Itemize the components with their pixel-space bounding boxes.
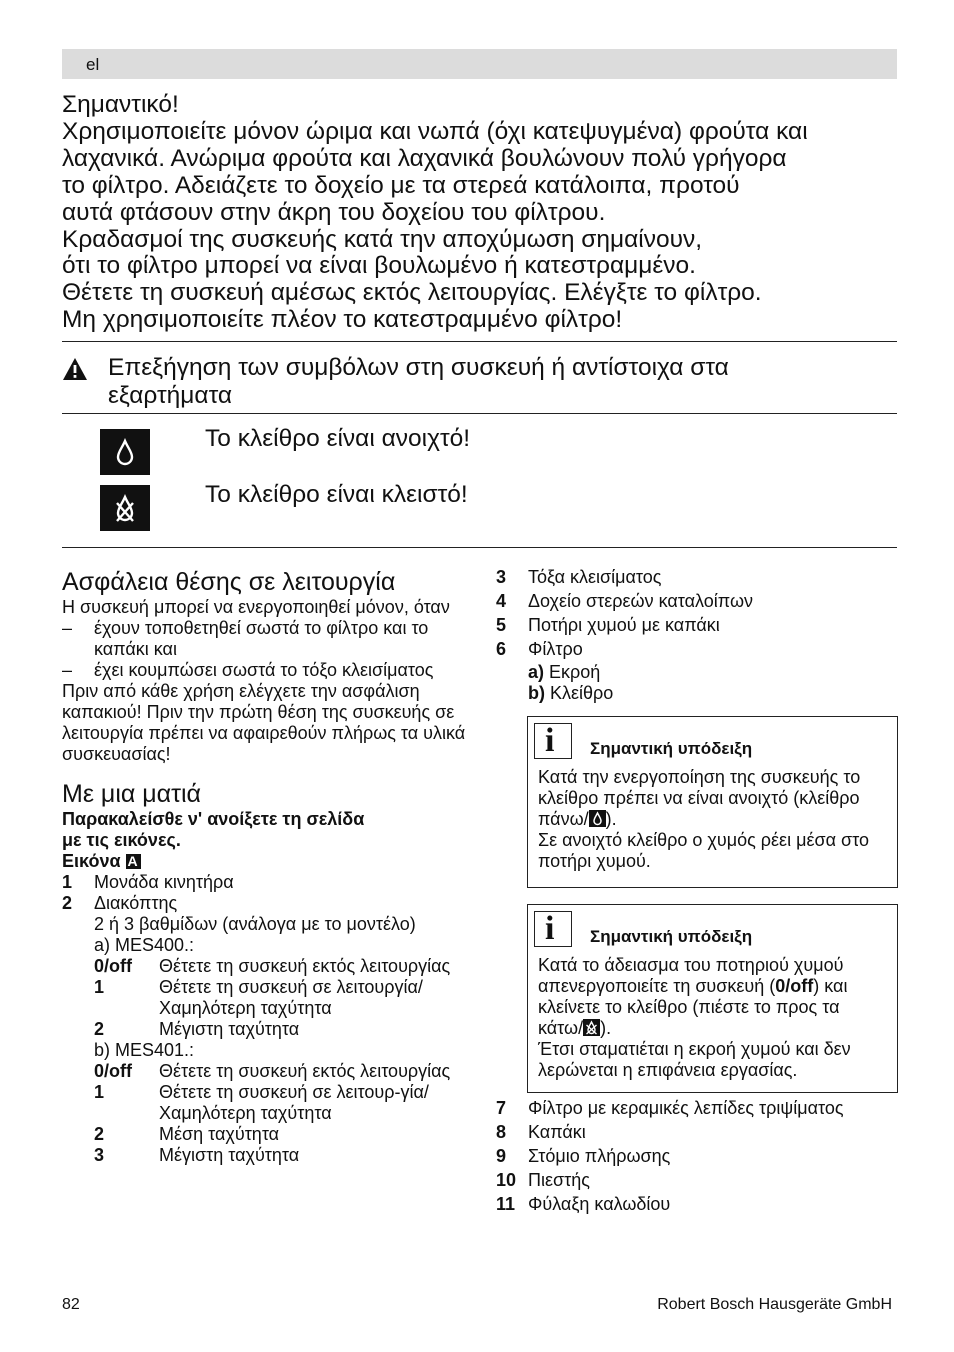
list-item	[62, 618, 472, 660]
drop-icon	[114, 438, 136, 466]
language-bar	[62, 49, 897, 79]
setting-value: Μέγιστη ταχύτητα	[159, 1145, 300, 1165]
list-item	[62, 872, 472, 893]
setting-row	[94, 1124, 472, 1145]
setting-row	[94, 956, 472, 977]
item-text: Φύλαξη καλωδίου	[528, 1194, 671, 1214]
setting-row	[94, 1019, 472, 1040]
setting-row	[94, 1082, 472, 1124]
item-number: 10	[496, 1170, 517, 1190]
setting-key: 2	[94, 1124, 105, 1144]
note-body	[528, 949, 897, 1087]
safety-intro: Η συσκευή μπορεί να ενεργοποιηθεί μόνον, όταν	[62, 597, 450, 617]
figure-letter: A	[127, 853, 138, 869]
list-item	[496, 567, 906, 588]
page-number: 82	[62, 1296, 80, 1313]
warning-line: Θέτετε τη συσκευή αμέσως εκτός λειτουργίας. Ελέγξτε το φίλτρο.	[62, 279, 762, 307]
setting-key: 1	[94, 977, 105, 997]
right-column-top	[496, 567, 906, 704]
item-text: Μονάδα κινητήρα	[94, 872, 234, 892]
setting-value: Θέτετε τη συσκευή εκτός λειτουργίας	[159, 956, 451, 976]
list-item	[496, 591, 906, 612]
note-text	[538, 767, 887, 830]
info-icon: i	[534, 911, 572, 947]
item-text: Ποτήρι χυμού με καπάκι	[528, 615, 720, 635]
item-number: 3	[496, 567, 507, 587]
warning-line: Κραδασμοί της συσκευής κατά την αποχύμωση σημαίνουν,	[62, 225, 703, 253]
setting-row	[94, 1145, 472, 1166]
switch-desc: 2 ή 3 βαθμίδων (ανάλογα με το μοντέλο)	[94, 914, 416, 934]
sub-item	[528, 683, 906, 704]
setting-value: Θέτετε τη συσκευή εκτός λειτουργίας	[159, 1061, 451, 1081]
note-title: Σημαντική υπόδειξη	[590, 927, 753, 946]
warning-block	[62, 92, 902, 334]
item-number: 8	[496, 1122, 507, 1142]
setting-value: Θέτετε τη συσκευή σε λειτουρ-γία/Χαμηλότερη ταχύτητα	[159, 1082, 429, 1123]
safety-after: Πριν από κάθε χρήση ελέγχετε την ασφάλιση καπακιού! Πριν την πρώτη θέση της συσκευής σε λειτουργία πρέπει να αφαιρεθούν πλήρως τα υλικά συσκευασίας!	[62, 681, 466, 764]
figure-ref	[62, 851, 472, 872]
sub-text: Κλείθρο	[550, 683, 614, 703]
warning-line: ότι το φίλτρο μπορεί να είναι βουλωμένο ή κατεστραμμένο.	[62, 252, 696, 280]
sub-item	[528, 662, 906, 683]
item-text: Φίλτρο με κεραμικές λεπίδες τριψίματος	[528, 1098, 844, 1118]
dash: –	[62, 660, 73, 680]
sub-text: Εκροή	[549, 662, 601, 682]
list-item	[496, 1194, 906, 1215]
sub-key: b)	[528, 683, 545, 703]
safety-title: Ασφάλεια θέσης σε λειτουργία	[62, 568, 396, 596]
bullet-text: έχουν τοποθετηθεί σωστά το φίλτρο και το καπάκι και	[94, 618, 429, 659]
glance-note: Παρακαλείσθε ν' ανοίξετε τη σελίδα	[62, 809, 365, 829]
note-body	[528, 761, 897, 878]
glance-note: με τις εικόνες.	[62, 830, 181, 850]
list-item	[496, 1122, 906, 1143]
note-header	[528, 905, 897, 949]
warning-line: λαχανικά. Ανώριμα φρούτα και λαχανικά βουλώνουν πολύ γρήγορα	[62, 144, 787, 172]
setting-key: 1	[94, 1082, 105, 1102]
dash: –	[62, 618, 73, 638]
setting-row	[94, 1061, 472, 1082]
item-text: Τόξα κλεισίματος	[528, 567, 662, 587]
company-name: Robert Bosch Hausgeräte GmbH	[657, 1296, 892, 1313]
note-text-part: ) και κλείνετε το κλείθρο (πιέστε το προς τα κάτω/	[538, 976, 848, 1038]
item-number: 5	[496, 615, 507, 635]
model-a: a) MES400.:	[94, 935, 195, 955]
setting-key: 2	[94, 1019, 105, 1039]
setting-value: Θέτετε τη συσκευή σε λειτουργία/Χαμηλότερη ταχύτητα	[159, 977, 423, 1018]
lock-open-text: Το κλείθρο είναι ανοιχτό!	[205, 425, 471, 452]
item-number: 1	[62, 872, 73, 892]
list-item	[496, 1146, 906, 1167]
list-item	[62, 893, 472, 914]
list-item	[496, 1170, 906, 1191]
model-b: b) MES401.:	[94, 1040, 195, 1060]
setting-key: 0/off	[94, 1061, 132, 1081]
item-number: 11	[496, 1194, 516, 1214]
setting-key: 3	[94, 1145, 105, 1165]
note-text-part: Κατά το άδειασμα του ποτηριού χυμού απενεργοποιείτε τη συσκευή (	[538, 955, 844, 996]
filter-subitems	[496, 662, 906, 704]
note-text-part: Κατά την ενεργοποίηση της συσκευής το κλείθρο πρέπει να είναι ανοιχτό (κλείθρο πάνω/	[538, 767, 861, 829]
list-item	[496, 639, 906, 660]
note-title: Σημαντική υπόδειξη	[590, 739, 753, 758]
setting-value: Μέση ταχύτητα	[159, 1124, 280, 1144]
note-text	[538, 955, 887, 1039]
language-code: el	[86, 55, 100, 74]
warning-line: το φίλτρο. Αδειάζετε το δοχείο με τα στερεά κατάλοιπα, προτού	[62, 171, 740, 199]
warning-title: Σημαντικό!	[62, 91, 179, 118]
note-text: Έτσι σταματιέται η εκροή χυμού και δεν λερώνεται η επιφάνεια εργασίας.	[538, 1039, 851, 1080]
lock-open-inline-icon	[589, 810, 606, 827]
symbols-title-line: Επεξήγηση των συμβόλων στη συσκευή ή αντίστοιχα στα	[108, 354, 729, 381]
note-text-bold: 0/off	[775, 976, 814, 996]
info-icon: i	[534, 723, 572, 759]
lock-closed-inline-icon	[583, 1019, 600, 1036]
item-number: 4	[496, 591, 507, 611]
divider	[62, 413, 897, 414]
warning-line: Μη χρησιμοποιείτε πλέον το κατεστραμμένο φίλτρο!	[62, 306, 623, 334]
item-text: Πιεστής	[528, 1170, 590, 1190]
item-text: Στόμιο πλήρωσης	[528, 1146, 671, 1166]
switch-details	[62, 914, 472, 1166]
setting-key: 0/off	[94, 956, 132, 976]
setting-value: Μέγιστη ταχύτητα	[159, 1019, 300, 1039]
warning-line: αυτά φτάσουν στην άκρη του δοχείου του φίλτρου.	[62, 198, 606, 226]
list-item	[496, 615, 906, 636]
item-text: Φίλτρο	[528, 639, 583, 659]
sub-key: a)	[528, 662, 545, 682]
note-text-part: ).	[605, 809, 617, 829]
item-number: 2	[62, 893, 73, 913]
divider	[62, 547, 897, 548]
figure-letter-box	[126, 854, 141, 869]
item-text: Δοχείο στερεών καταλοίπων	[528, 591, 753, 611]
item-number: 7	[496, 1098, 507, 1118]
item-text: Καπάκι	[528, 1122, 586, 1142]
lock-closed-symbol	[100, 485, 150, 531]
item-number: 6	[496, 639, 507, 659]
item-number: 9	[496, 1146, 507, 1166]
warning-line: Χρησιμοποιείτε μόνον ώριμα και νωπά (όχι κατεψυγμένα) φρούτα και	[62, 117, 808, 145]
note-box	[527, 904, 898, 1093]
symbols-title-line: εξαρτήματα	[108, 382, 233, 409]
note-header	[528, 717, 897, 761]
list-item	[496, 1098, 906, 1119]
note-box	[527, 716, 898, 888]
figure-label: Εικόνα	[62, 851, 121, 871]
warning-triangle-icon	[62, 357, 88, 381]
lock-open-symbol	[100, 429, 150, 475]
divider	[62, 341, 897, 342]
drop-crossed-icon	[114, 493, 136, 523]
bullet-text: έχει κουμπώσει σωστά το τόξο κλεισίματος	[94, 660, 434, 680]
right-column-bottom	[496, 1098, 906, 1215]
setting-row	[94, 977, 472, 1019]
lock-closed-text: Το κλείθρο είναι κλειστό!	[205, 481, 468, 508]
left-column	[62, 567, 472, 1166]
list-item	[62, 660, 472, 681]
note-text: Σε ανοιχτό κλείθρο ο χυμός ρέει μέσα στο ποτήρι χυμού.	[538, 830, 869, 871]
item-text: Διακόπτης	[94, 893, 178, 913]
note-text-part: ).	[600, 1018, 612, 1038]
glance-title: Με μια ματιά	[62, 780, 202, 808]
